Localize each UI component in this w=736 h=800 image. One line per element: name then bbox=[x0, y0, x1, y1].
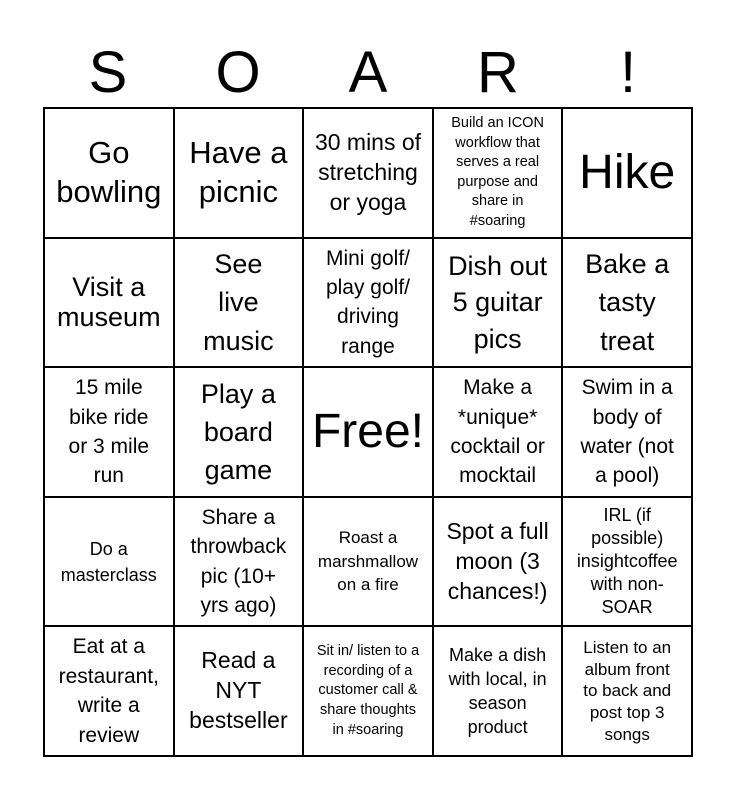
bingo-cell[interactable] bbox=[44, 367, 174, 497]
cell-text: Go bowling bbox=[56, 135, 162, 209]
title-letter: O bbox=[215, 40, 261, 105]
cell-text: Eat at a restaurant, write a review bbox=[58, 635, 159, 747]
bingo-cell[interactable] bbox=[44, 108, 174, 238]
cell-text: Read a NYT bestseller bbox=[189, 647, 288, 734]
bingo-cell[interactable] bbox=[562, 108, 692, 238]
bingo-cell[interactable] bbox=[303, 108, 433, 238]
cell-text: Have a picnic bbox=[189, 135, 288, 209]
cell-text: Dish out 5 guitar pics bbox=[448, 250, 548, 354]
bingo-cell[interactable] bbox=[174, 497, 304, 627]
title-letter: A bbox=[348, 40, 388, 105]
cell-text: Spot a full moon (3 chances!) bbox=[446, 517, 549, 604]
title-letter: S bbox=[88, 40, 128, 105]
cell-text: Visit a museum bbox=[57, 272, 161, 333]
cell-text: Sit in/ listen to a recording of a customer call & share thoughts in #soaring bbox=[316, 643, 420, 738]
bingo-cell[interactable] bbox=[562, 626, 692, 756]
bingo-cell free-space[interactable] bbox=[303, 367, 433, 497]
cell-text: Build an ICON workflow that serves a real purpose and share in #soaring bbox=[451, 115, 544, 229]
bingo-cell[interactable] bbox=[303, 238, 433, 368]
bingo-cell[interactable] bbox=[562, 238, 692, 368]
bingo-cell[interactable] bbox=[174, 238, 304, 368]
cell-text: 30 mins of stretching or yoga bbox=[314, 128, 422, 215]
cell-text: See live music bbox=[203, 248, 274, 356]
bingo-cell[interactable] bbox=[562, 367, 692, 497]
bingo-title bbox=[43, 40, 693, 106]
bingo-cell[interactable] bbox=[433, 238, 563, 368]
bingo-cell[interactable] bbox=[44, 238, 174, 368]
cell-text: Make a dish with local, in season product bbox=[448, 644, 547, 738]
bingo-cell[interactable] bbox=[174, 108, 304, 238]
bingo-cell[interactable] bbox=[433, 108, 563, 238]
cell-text: Make a *unique* cocktail or mocktail bbox=[450, 376, 545, 488]
bingo-cell[interactable] bbox=[433, 367, 563, 497]
bingo-cell[interactable] bbox=[44, 497, 174, 627]
title-letter: ! bbox=[619, 40, 637, 105]
cell-text: Roast a marshmallow on a fire bbox=[317, 528, 419, 595]
bingo-cell[interactable] bbox=[303, 626, 433, 756]
cell-text: Bake a tasty treat bbox=[585, 248, 670, 356]
cell-text: Listen to an album front to back and post top 3 songs bbox=[583, 637, 672, 744]
bingo-board bbox=[43, 107, 693, 757]
cell-text: Do a masterclass bbox=[60, 538, 157, 585]
cell-text: Share a throwback pic (10+ yrs ago) bbox=[190, 505, 287, 617]
bingo-cell[interactable] bbox=[433, 626, 563, 756]
bingo-cell[interactable] bbox=[433, 497, 563, 627]
cell-text: Mini golf/ play golf/ driving range bbox=[325, 246, 411, 358]
cell-text: Hike bbox=[579, 146, 676, 200]
cell-text: IRL (if possible) insightcoffee with non- SOAR bbox=[576, 505, 678, 618]
cell-text: Play a board game bbox=[200, 378, 276, 486]
bingo-cell[interactable] bbox=[562, 497, 692, 627]
cell-text: Swim in a body of water (not a pool) bbox=[580, 376, 674, 488]
title-letter: R bbox=[477, 40, 519, 105]
cell-text: 15 mile bike ride or 3 mile run bbox=[68, 376, 150, 488]
bingo-cell[interactable] bbox=[44, 626, 174, 756]
free-space-text: Free! bbox=[311, 405, 424, 459]
bingo-cell[interactable] bbox=[303, 497, 433, 627]
bingo-cell[interactable] bbox=[174, 626, 304, 756]
bingo-cell[interactable] bbox=[174, 367, 304, 497]
